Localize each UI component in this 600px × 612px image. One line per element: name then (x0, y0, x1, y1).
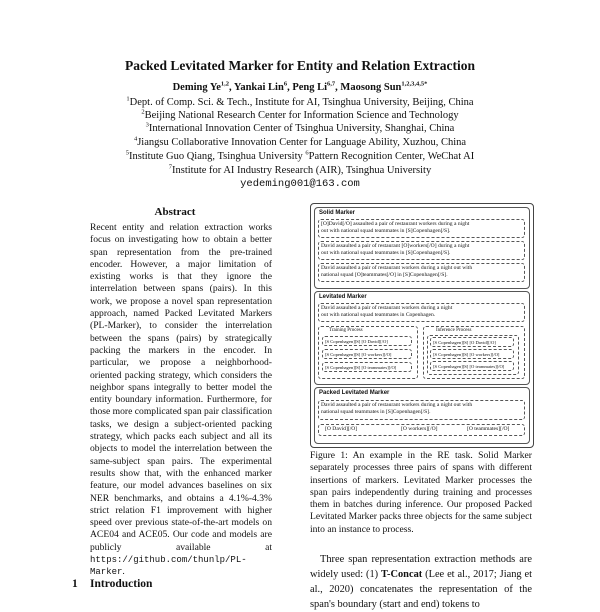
aff-text: Beijing National Research Center for Information Science and Technology (144, 110, 459, 121)
section-heading (72, 578, 152, 590)
affiliation-line (0, 109, 600, 122)
sentence-line: David assaulted a pair of restaurant workers during a night (321, 305, 453, 311)
training-process-box (318, 326, 418, 379)
paper-title: Packed Levitated Marker for Entity and Relation Extraction (124, 58, 476, 73)
marked-sentence (318, 219, 525, 238)
panel-title: Levitated Marker (319, 294, 367, 300)
marker-pair: [S Copenhagen][S] [O David][/O] (322, 336, 412, 346)
sentence-line: David assaulted a pair of restaurant workers during a night out with (321, 402, 473, 408)
affiliation-line (0, 150, 600, 163)
author-name: Yankai Lin (233, 82, 284, 93)
author-email[interactable]: yedeming001@163.com (240, 178, 360, 190)
aff-sup: 2 (141, 108, 145, 116)
packed-object: [O teammates][/O] (467, 426, 510, 432)
author-name: Peng Li (292, 82, 328, 93)
marked-sentence (318, 263, 525, 282)
aff-text: Institute Guo Qiang, Tsinghua University (128, 151, 303, 162)
body-text: Three span representation extraction methods are widely used: (1) (310, 554, 532, 580)
sentence-line: national squad [O]teammates[/O] in [S]Copenhagen[/S]. (321, 272, 448, 279)
panel-title: Solid Marker (319, 210, 356, 216)
packed-object: [O workers][/O] (401, 426, 438, 432)
marker-pair: [S Copenhagen][S] [O teammates][/O] (430, 361, 514, 371)
process-label: Training Process (329, 328, 363, 333)
marked-sentence (318, 241, 525, 260)
author-sup: 6 (283, 80, 288, 88)
aff-text: Institute for AI Industry Research (AIR), Tsinghua University (172, 165, 432, 176)
affiliation-line (0, 96, 600, 109)
author-sup: 6,7 (327, 80, 336, 88)
sentence-line: [O]David[/O] assaulted a pair of restaurant workers during a night (321, 221, 470, 227)
abstract-body: Recent entity and relation extraction works focus on investigating how to obtain a better span representation from the pre-trained encoder. However, a major limitation of existing works is that they ignore the interrelation between spans (pairs). In this work, we propose a novel span representation approach, named Packed Levitated Markers (PL-Marker), to consider the interrelation between the spans (pairs) by strategically packing the markers in the encoder. In particular, we propose a neighborhood-oriented packing strategy, which considers the neighbor spans integrally to better model the entity boundary information. Furthermore, for those more complicated span pair classification tasks, we design a subject-oriented packing strategy, which packs each subject and all its objects to model the interrelation between the same-subject span pairs. The experimental results show that, with the enhanced marker feature, our model advances baselines on six NER benchmarks, and obtains a 4.1%-4.3% strict relation F1 improvement with higher speed over previous state-of-the-art models on ACE04 and ACE05. Our code and models are publicly available at https://github.com/thunlp/PL-Marker. (90, 222, 272, 578)
batch-box (427, 335, 519, 375)
aff-sup: 4 (133, 135, 138, 143)
plain-sentence (318, 303, 525, 322)
marker-pair: [S Copenhagen][S] [O workers][/O] (322, 349, 412, 359)
packed-sentence (318, 400, 525, 420)
author-list: Deming Ye$^{1,2}$, Yankai Lin$^6$, Peng Li$^{6,7}$, Maosong Sun$^{1,2,3,4,5*}$ (172, 80, 428, 93)
method-name: T-Concat (381, 569, 423, 580)
sentence-line: out with national squad teammates in [S]Copenhagen[/S]. (321, 228, 451, 235)
sentence-line: out with national squad teammates in [S]Copenhagen[/S]. (321, 250, 451, 257)
aff-sup: 1 (126, 95, 130, 103)
intro-paragraph (310, 552, 532, 612)
sentence-line: national squad teammates in [S]Copenhagen[/S]. (321, 409, 431, 416)
aff-text: Jiangsu Collaborative Innovation Center for Language Ability, Xuzhou, China (137, 137, 467, 148)
sentence-line: out with national squad teammates in Copenhagen. (321, 312, 436, 319)
affiliation-line (0, 136, 600, 149)
sentence-line: David assaulted a pair of restaurant workers during a night out with (321, 265, 473, 271)
aff-sup: 6 (305, 149, 309, 157)
affiliation-line (0, 122, 600, 135)
packed-object: [O David][/O] (325, 426, 358, 432)
packed-levitated-marker-panel (314, 387, 530, 444)
packed-objects (318, 424, 525, 436)
aff-sup: 7 (168, 163, 173, 171)
author-sup: 1,2 (220, 80, 230, 88)
figure-caption: Figure 1: An example in the RE task. Solid Marker separately processes three pairs of spans with different insertions of markers. Levitated Marker processes the span pairs independently during training and processes them in batches during inference. Our proposed Packed Levitated Marker packs three objects for the same subject into an instance to process. (310, 450, 532, 535)
code-link[interactable]: https://github.com/thunlp/PL-Marker (90, 555, 247, 578)
aff-text: International Innovation Center of Tsinghua University, Shanghai, China (148, 123, 455, 134)
process-label: Inference Process (436, 328, 472, 333)
inference-process-box (423, 326, 525, 379)
section-number: 1 (72, 578, 78, 590)
sentence-line: David assaulted a pair of restaurant [O]workers[/O] during a night (321, 243, 470, 249)
marker-pair: [S Copenhagen][S] [O workers][/O] (430, 349, 514, 359)
author-name: Deming Ye (172, 82, 221, 93)
marker-pair: [S Copenhagen][S] [O teammates][/O] (322, 362, 412, 372)
section-title: Introduction (90, 578, 153, 590)
solid-marker-panel (314, 207, 530, 289)
author-sup: 1,2,3,4,5* (401, 80, 428, 88)
body-text: (Lee et al., 2017; Jiang et al., 2020) concatenates the representation of the span's boundary (start and end) tokens to (310, 569, 532, 610)
abstract-heading: Abstract (154, 206, 196, 218)
figure-1 (310, 203, 534, 448)
marker-pair: [S Copenhagen][S] [O David][/O] (430, 337, 514, 347)
author-name: Maosong Sun (340, 82, 402, 93)
affiliation-line (0, 164, 600, 177)
aff-text: Dept. of Comp. Sci. & Tech., Institute for AI, Tsinghua University, Beijing, China (129, 97, 474, 108)
aff-text: Pattern Recognition Center, WeChat AI (308, 151, 475, 162)
abstract-text: Recent entity and relation extraction works focus on investigating how to obtain a better span representation from the pre-trained encoder. However, a major limitation of existing works is that they ignore the interrelation between spans (pairs). In this work, we propose a novel span representation approach, named Packed Levitated Markers (PL-Marker), to consider the interrelation between the spans (pairs) by strategically packing the markers in the encoder. In particular, we propose a neighborhood-oriented packing strategy, which considers the neighbor spans integrally to better model the entity boundary information. Furthermore, for those more complicated span pair classification tasks, we design a subject-oriented packing strategy, which packs each subject and all its objects to model the interrelation between the same-subject span pairs. The experimental results show that, with the enhanced marker feature, our model advances baselines on six NER benchmarks, and obtains a 4.1%-4.3% strict relation F1 improvement with higher speed over previous state-of-the-art models on ACE04 and ACE05. Our code and models are publicly available at (90, 222, 272, 553)
aff-sup: 5 (125, 149, 129, 157)
levitated-marker-panel (314, 291, 530, 385)
aff-sup: 3 (145, 121, 149, 129)
panel-title: Packed Levitated Marker (319, 390, 390, 396)
